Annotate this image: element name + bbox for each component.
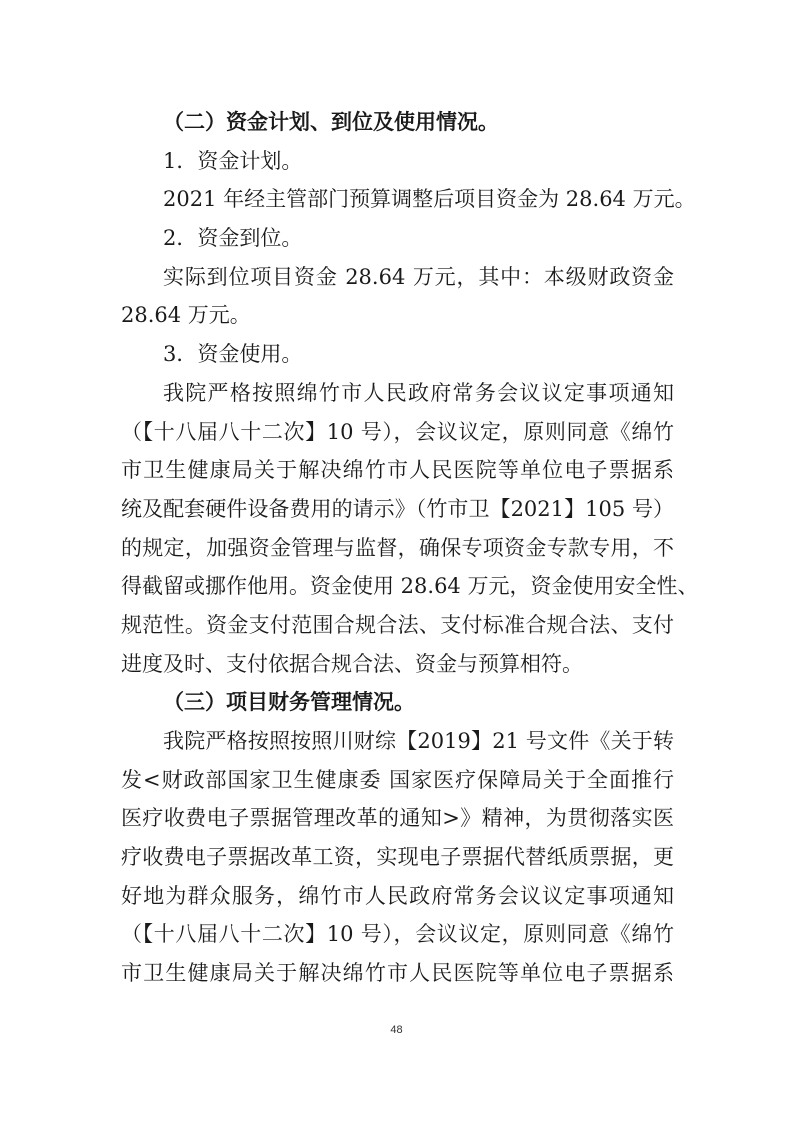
paragraph-line: 我院严格按照按照川财综【2019】21 号文件《关于转 — [163, 729, 674, 753]
section-heading-funding: （二）资金计划、到位及使用情况。 — [163, 110, 499, 134]
paragraph-line: 发<财政部国家卫生健康委 国家医疗保障局关于全面推行 — [121, 767, 674, 792]
paragraph-line: 的规定，加强资金管理与监督，确保专项资金专款专用，不 — [121, 535, 674, 560]
subheading-fund-arrival: 2．资金到位。 — [163, 226, 303, 251]
paragraph-line: 市卫生健康局关于解决绵竹市人民医院等单位电子票据系 — [121, 961, 674, 986]
paragraph-line: 实际到位项目资金 28.64 万元，其中：本级财政资金 — [163, 264, 674, 289]
paragraph-line: 进度及时、支付依据合规合法、资金与预算相符。 — [121, 651, 583, 676]
paragraph-line: 28.64 万元。 — [121, 303, 251, 328]
paragraph-line: 好地为群众服务，绵竹市人民政府常务会议议定事项通知 — [121, 883, 674, 908]
subheading-fund-plan: 1．资金计划。 — [163, 148, 303, 173]
paragraph-line: 医疗收费电子票据管理改革的通知>》精神，为贯彻落实医 — [121, 806, 674, 831]
paragraph-line: 统及配套硬件设备费用的请示》（竹市卫【2021】105 号） — [121, 496, 674, 521]
section-heading-financial-management: （三）项目财务管理情况。 — [163, 690, 415, 715]
paragraph-line: 2021 年经主管部门预算调整后项目资金为 28.64 万元。 — [163, 187, 696, 212]
paragraph-line: 我院严格按照绵竹市人民政府常务会议议定事项通知 — [163, 380, 674, 405]
paragraph-line: 规范性。资金支付范围合规合法、支付标准合规合法、支付 — [121, 612, 674, 637]
body-text — [121, 103, 699, 993]
paragraph-line: 市卫生健康局关于解决绵竹市人民医院等单位电子票据系 — [121, 458, 674, 483]
paragraph-line: （【十八届八十二次】10 号），会议议定，原则同意《绵竹 — [121, 419, 674, 444]
paragraph-line: 得截留或挪作他用。资金使用 28.64 万元，资金使用安全性、 — [121, 574, 699, 599]
paragraph-line: 疗收费电子票据改革工资，实现电子票据代替纸质票据，更 — [121, 845, 674, 870]
subheading-fund-usage: 3．资金使用。 — [163, 342, 303, 367]
paragraph-line: （【十八届八十二次】10 号），会议议定，原则同意《绵竹 — [121, 922, 674, 947]
page-number: 48 — [390, 1024, 403, 1036]
